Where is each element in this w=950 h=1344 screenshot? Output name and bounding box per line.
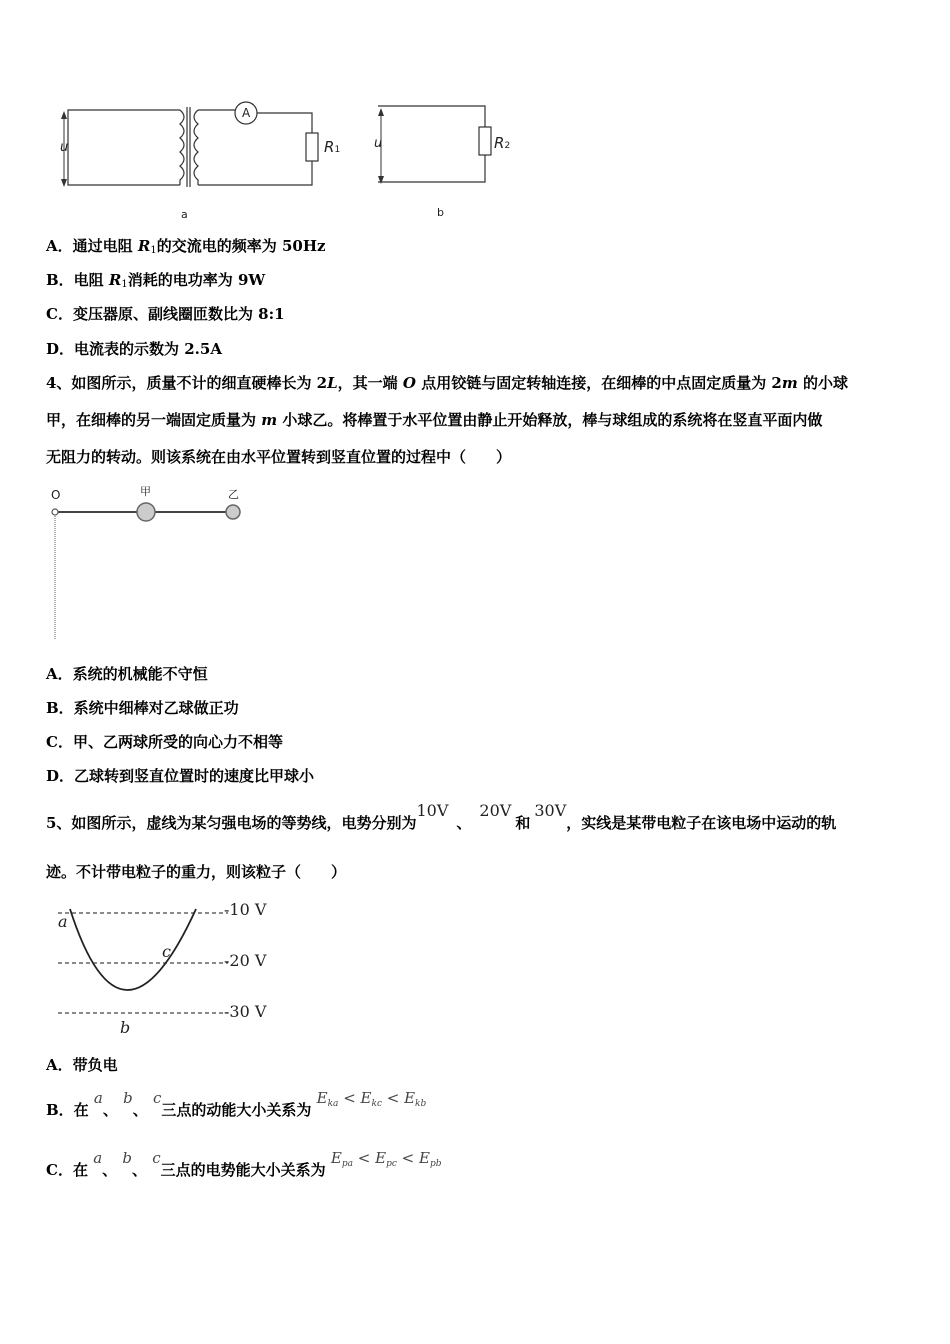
point-c-label: c <box>162 942 171 961</box>
q5-stem-line1: 5、如图所示，虚线为某匀强电场的等势线，电势分别为10V、20V和30V，实线是某带电粒子在该电场中运动的轨 <box>46 801 837 832</box>
point-b-label: b <box>120 1018 131 1037</box>
circuit-a-r1-label: R1 <box>324 138 341 156</box>
circuit-b-u-label: u <box>374 136 383 151</box>
potential-10v-label: -10 V <box>224 900 267 919</box>
q4-option-a: A．系统的机械能不守恒 <box>46 665 208 683</box>
circuit-a-caption: a <box>181 208 188 221</box>
resistor-r1-icon <box>306 133 318 161</box>
circuit-b-caption: b <box>437 206 444 219</box>
potential-20v-label: -20 V <box>224 951 267 970</box>
q3-option-a: A．通过电阻 $R_1$的交流电的频率为 50Hz <box>46 237 326 256</box>
q4-option-b: B．系统中细棒对乙球做正功 <box>46 699 239 717</box>
q4-option-c: C．甲、乙两球所受的向心力不相等 <box>46 733 283 751</box>
potential-30v-label: -30 V <box>224 1002 267 1021</box>
ball-jia-icon <box>137 503 155 521</box>
q3-option-d: D．电流表的示数为 2.5A <box>46 340 222 358</box>
circuit-a-u-label: u <box>60 140 69 155</box>
q5-option-b: B．在 a、 b、 c三点的动能大小关系为 $E_{ka} < E_{kc} < E_{kb}$ <box>46 1089 427 1119</box>
q3-option-c: C．变压器原、副线圈匝数比为 8:1 <box>46 305 285 323</box>
ball-yi-icon <box>226 505 240 519</box>
circuit-b-r2-label: R2 <box>494 134 511 152</box>
circuit-diagram-a <box>50 95 340 205</box>
q4-stem-line3: 无阻力的转动。则该系统在由水平位置转到竖直位置的过程中（ ） <box>46 448 512 466</box>
q5-option-a: A．带负电 <box>46 1056 118 1074</box>
rod-diagram <box>40 480 260 650</box>
q4-stem-line2: 甲，在细棒的另一端固定质量为 m 小球乙。将棒置于水平位置由静止开始释放，棒与球组成的系统将在竖直平面内做 <box>46 411 823 429</box>
resistor-r2-icon <box>479 127 491 155</box>
q4-stem-line1: 4、如图所示，质量不计的细直硬棒长为 2L，其一端 O 点用铰链与固定转轴连接，在细棒的中点固定质量为 2m 的小球 <box>46 374 848 392</box>
q4-option-d: D．乙球转到竖直位置时的速度比甲球小 <box>46 767 315 785</box>
q3-option-b: B．电阻 $R_1$消耗的电功率为 9W <box>46 271 266 290</box>
q5-stem-line2: 迹。不计带电粒子的重力，则该粒子（ ） <box>46 863 347 881</box>
rod-o-label: O <box>51 488 61 502</box>
rod-jia-label: 甲 <box>140 485 151 498</box>
rod-yi-label: 乙 <box>228 488 239 501</box>
ammeter-label: A <box>242 106 251 120</box>
point-a-label: a <box>58 912 68 931</box>
q5-option-c: C．在 a、 b、 c三点的电势能大小关系为 $E_{pa} < E_{pc} < E_{pb}$ <box>46 1149 442 1179</box>
